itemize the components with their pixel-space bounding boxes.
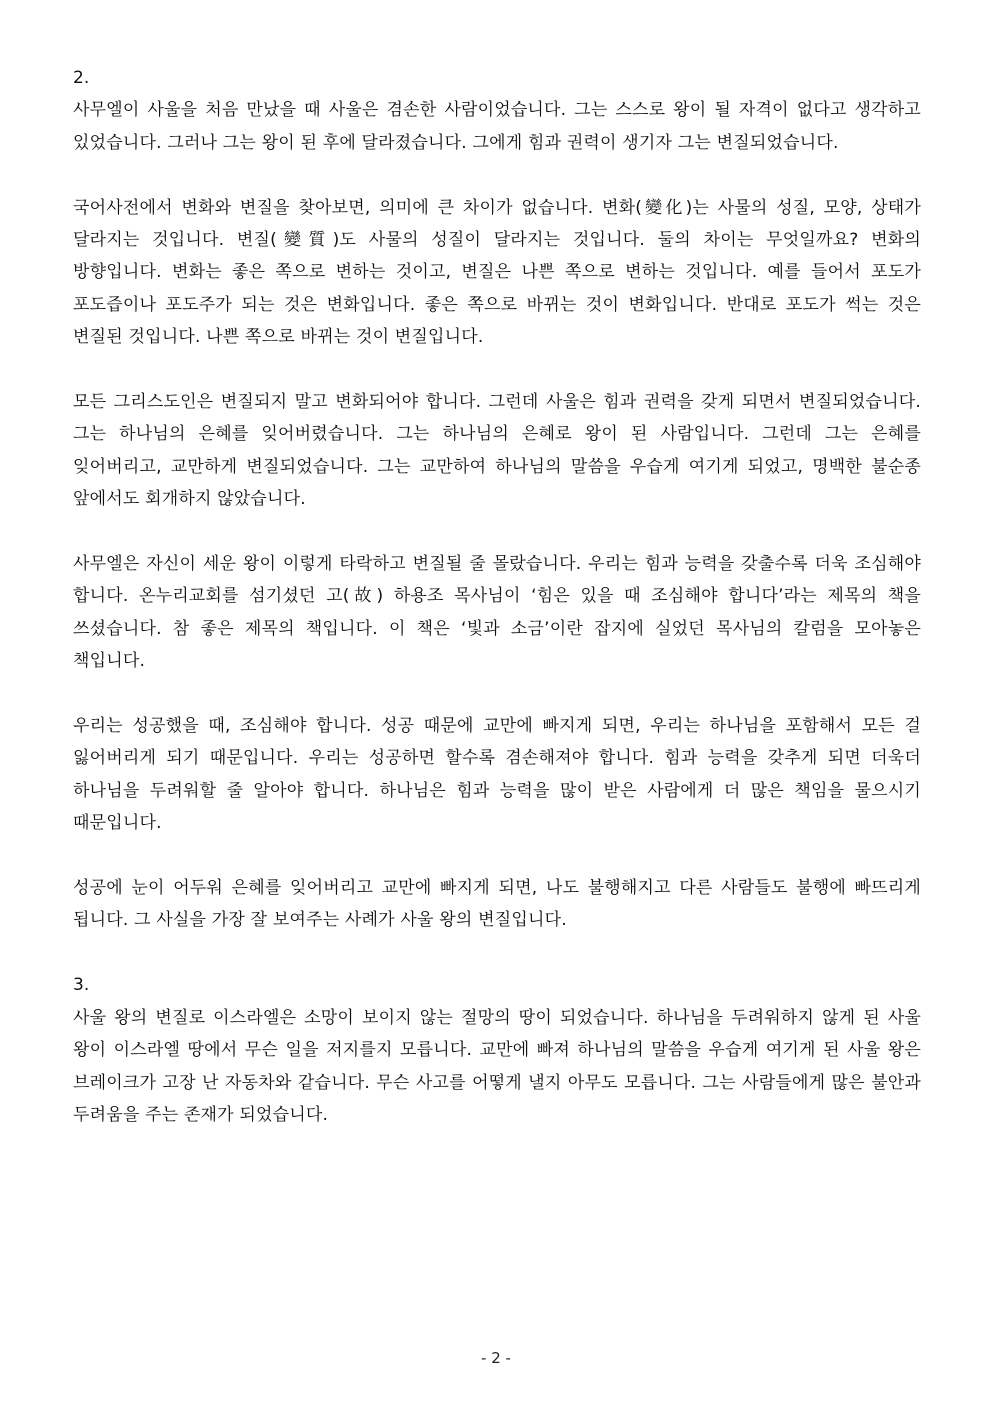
paragraph: 사무엘이 사울을 처음 만났을 때 사울은 겸손한 사람이었습니다. 그는 스스로 왕이 될 자격이 없다고 생각하고 있었습니다. 그러나 그는 왕이 된 후에 달라졌습니다. 그에게 힘과 권력이 생기자 그는 변질되었습니다. xyxy=(73,100,921,153)
section-number: 2. xyxy=(73,68,90,88)
paragraph: 사울 왕의 변질로 이스라엘은 소망이 보이지 않는 절망의 땅이 되었습니다. 하나님을 두려워하지 않게 된 사울 왕이 이스라엘 땅에서 무슨 일을 저지를지 모릅니다. 교만에 빠져 하나님의 말씀을 우습게 여기게 된 사울 왕은 브레이크가 고장 난 자동차와 같습니다. 무슨 사고를 어떻게 낼지 아무도 모릅니다. 그는 사람들에게 많은 불안과 두려움을 주는 존재가 되었습니다. xyxy=(73,1007,921,1125)
paragraph: 사무엘은 자신이 세운 왕이 이렇게 타락하고 변질될 줄 몰랐습니다. 우리는 힘과 능력을 갖출수록 더욱 조심해야 합니다. 온누리교회를 섬기셨던 고(故) 하용조 목사님이 ‘힘은 있을 때 조심해야 합니다’라는 제목의 책을 쓰셨습니다. 참 좋은 제목의 책입니다. 이 책은 ‘빛과 소금’이란 잡지에 실었던 목사님의 칼럼을 모아놓은 책입니다. xyxy=(73,554,921,672)
paragraph: 모든 그리스도인은 변질되지 말고 변화되어야 합니다. 그런데 사울은 힘과 권력을 갖게 되면서 변질되었습니다. 그는 하나님의 은혜를 잊어버렸습니다. 그는 하나님의 은혜로 왕이 된 사람입니다. 그런데 그는 은혜를 잊어버리고, 교만하게 변질되었습니다. 그는 교만하여 하나님의 말씀을 우습게 여기게 되었고, 명백한 불순종 앞에서도 회개하지 않았습니다. xyxy=(73,392,921,510)
paragraph: 우리는 성공했을 때, 조심해야 합니다. 성공 때문에 교만에 빠지게 되면, 우리는 하나님을 포함해서 모든 걸 잃어버리게 되기 때문입니다. 우리는 성공하면 할수록 겸손해져야 합니다. 힘과 능력을 갖추게 되면 더욱더 하나님을 두려워할 줄 알아야 합니다. 하나님은 힘과 능력을 많이 받은 사람에게 더 많은 책임을 물으시기 때문입니다. xyxy=(73,716,921,834)
paragraph: 성공에 눈이 어두워 은혜를 잊어버리고 교만에 빠지게 되면, 나도 불행해지고 다른 사람들도 불행에 빠뜨리게 됩니다. 그 사실을 가장 잘 보여주는 사례가 사울 왕의 변질입니다. xyxy=(73,878,921,931)
paragraph: 국어사전에서 변화와 변질을 찾아보면, 의미에 큰 차이가 없습니다. 변화(變化)는 사물의 성질, 모양, 상태가 달라지는 것입니다. 변질(變質)도 사물의 성질이 달라지는 것입니다. 둘의 차이는 무엇일까요? 변화의 방향입니다. 변화는 좋은 쪽으로 변하는 것이고, 변질은 나쁜 쪽으로 변하는 것입니다. 예를 들어서 포도가 포도즙이나 포도주가 되는 것은 변화입니다. 좋은 쪽으로 바뀌는 것이 변화입니다. 반대로 포도가 썩는 것은 변질된 것입니다. 나쁜 쪽으로 바뀌는 것이 변질입니다. xyxy=(73,197,921,348)
page-number: - 2 - xyxy=(481,1349,511,1367)
section-2 xyxy=(73,62,921,937)
section-number: 3. xyxy=(73,975,90,996)
document-body xyxy=(73,62,921,1131)
section-3 xyxy=(73,969,921,1131)
